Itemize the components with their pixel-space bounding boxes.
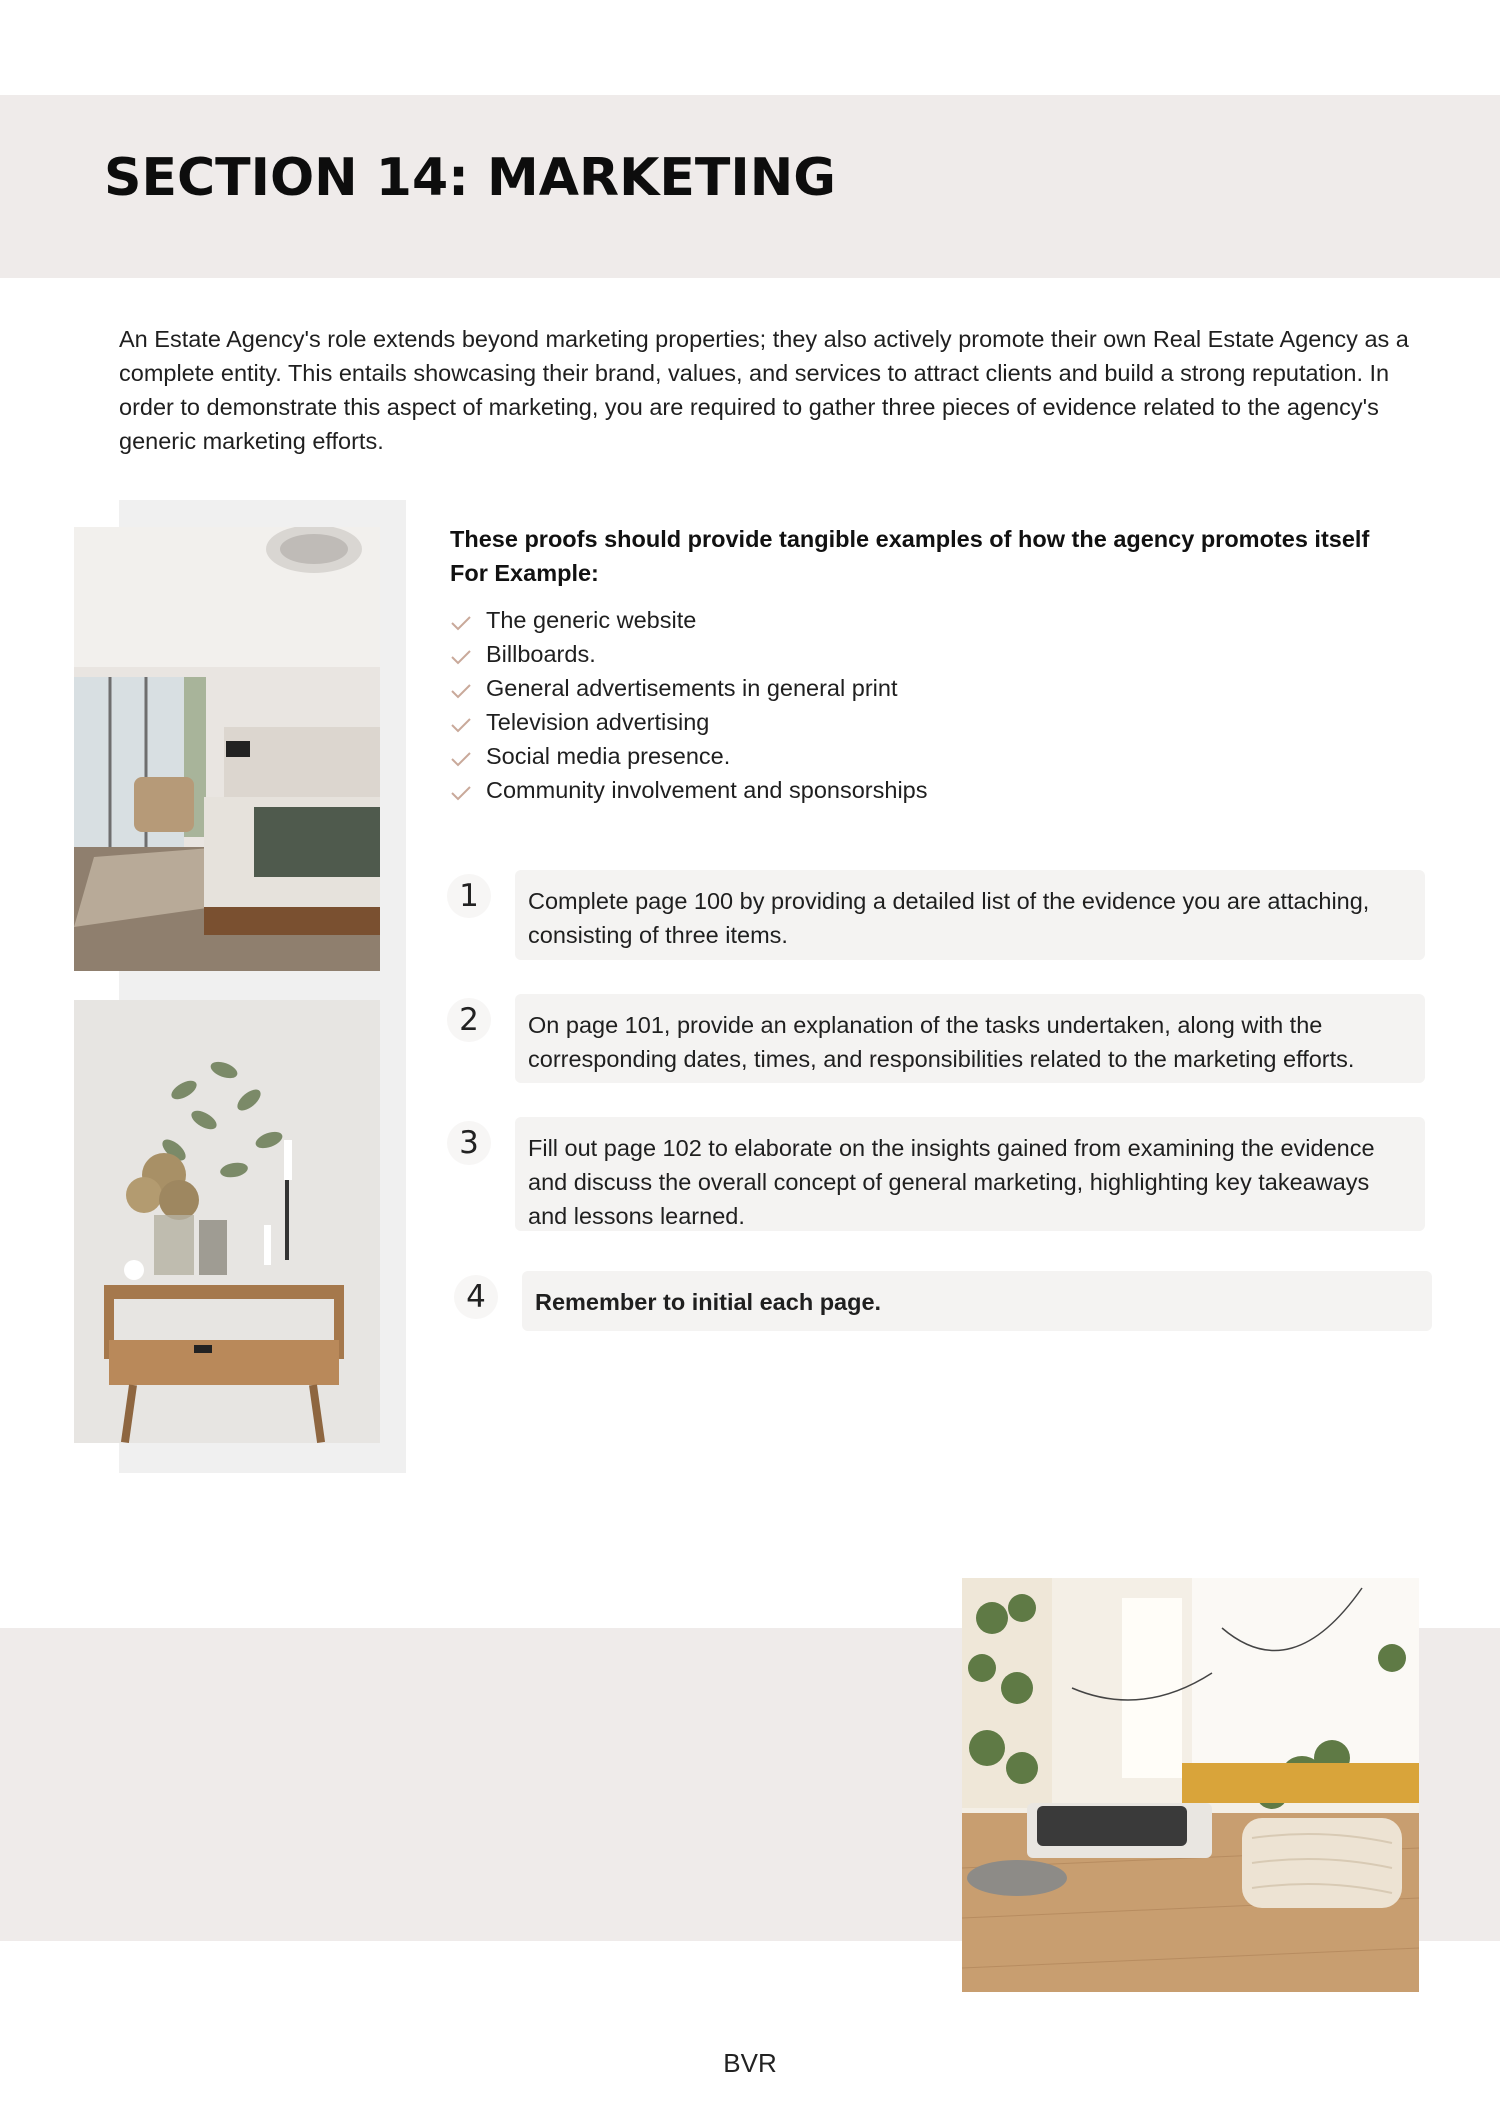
check-icon [450,642,476,666]
checklist-item-label: Television advertising [486,708,710,735]
footer-initials: BVR [723,2048,777,2078]
check-icon [450,676,476,700]
checklist-item-label: General advertisements in general print [486,674,898,701]
checklist-item-label: Community involvement and sponsorships [486,776,928,803]
step-text: Complete page 100 by providing a detailed list of the evidence you are attaching, consisting of three items. [515,870,1425,960]
intro-paragraph: An Estate Agency's role extends beyond marketing properties; they also actively promote their own Real Estate Agency as a complete entity. This entails showcasing their brand, values, and services to attract clients and build a strong reputation. In order to demonstrate this aspect of marketing, you are required to gather three pieces of evidence related to the agency's generic marketing efforts. [119,326,1409,454]
page-title: SECTION 14: MARKETING [104,148,836,208]
proofs-heading-line1: These proofs should provide tangible examples of how the agency promotes itself [450,526,1370,552]
checklist-item [450,773,928,807]
step-text: Fill out page 102 to elaborate on the insights gained from examining the evidence and discuss the overall concept of general marketing, highlighting key takeaways and lessons learned. [515,1117,1425,1231]
checklist-item-label: Social media presence. [486,742,731,769]
checklist-item [450,671,928,705]
checklist-item [450,705,928,739]
check-icon [450,608,476,632]
check-icon [450,778,476,802]
step-number: 2 [447,998,491,1042]
step-number: 4 [454,1275,498,1319]
checklist-item [450,603,928,637]
examples-checklist [450,603,928,807]
step-number: 1 [447,874,491,918]
loft-bedroom-photo [962,1578,1419,1992]
checklist-item-label: Billboards. [486,640,596,667]
checklist-item-label: The generic website [486,606,697,633]
checklist-item [450,637,928,671]
checklist-item [450,739,928,773]
check-icon [450,744,476,768]
step-text: Remember to initial each page. [522,1271,1432,1331]
proofs-heading [450,522,1430,590]
proofs-heading-line2: For Example: [450,560,599,586]
check-icon [450,710,476,734]
bedroom-photo [74,527,380,971]
step-text: On page 101, provide an explanation of the tasks undertaken, along with the corresponding dates, times, and responsibilities related to the marketing efforts. [515,994,1425,1083]
side-table-plant-photo [74,1000,380,1443]
step-number: 3 [447,1121,491,1165]
